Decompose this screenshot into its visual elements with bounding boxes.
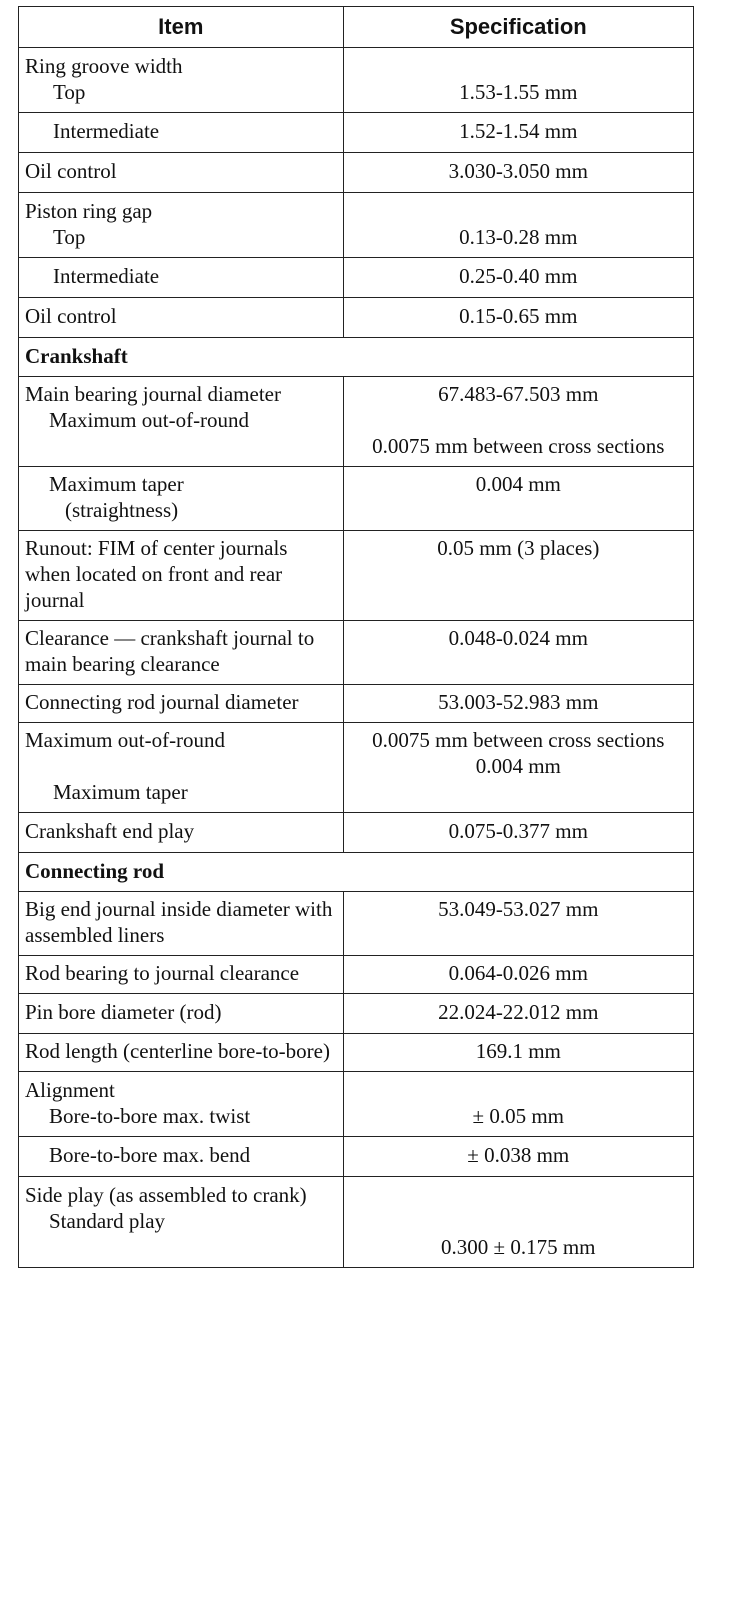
item-label: (straightness) <box>65 498 179 522</box>
item-cell <box>19 193 344 258</box>
section-row <box>19 853 694 892</box>
table-row <box>19 113 694 153</box>
item-cell: Oil control <box>19 153 344 193</box>
table-row <box>19 621 694 685</box>
section-label: Crankshaft <box>19 338 694 377</box>
item-label: Top <box>53 225 86 249</box>
item-cell <box>19 723 344 813</box>
spec-value: ± 0.05 mm <box>472 1104 564 1128</box>
spec-value: 67.483-67.503 mm <box>438 382 599 406</box>
item-cell: Clearance — crankshaft journal to main bearing clearance <box>19 621 344 685</box>
item-cell <box>19 1072 344 1137</box>
item-label: Bore-to-bore max. bend <box>49 1143 251 1167</box>
item-label: Standard play <box>49 1209 166 1233</box>
item-cell: Connecting rod journal diameter <box>19 685 344 723</box>
group-label: Alignment <box>25 1078 115 1102</box>
item-label: Intermediate <box>53 119 160 143</box>
item-cell: Oil control <box>19 298 344 338</box>
table-row <box>19 153 694 193</box>
item-cell <box>19 467 344 531</box>
section-row <box>19 338 694 377</box>
group-label: Ring groove width <box>25 54 183 78</box>
table-row <box>19 531 694 621</box>
spec-cell: 0.15-0.65 mm <box>343 298 693 338</box>
table-row <box>19 1072 694 1137</box>
item-cell: Runout: FIM of center journals when located on front and rear journal <box>19 531 344 621</box>
item-cell <box>19 377 344 467</box>
item-cell <box>19 258 344 298</box>
spec-value: 0.004 mm <box>475 754 561 778</box>
item-cell: Crankshaft end play <box>19 813 344 853</box>
spec-cell: 0.064-0.026 mm <box>343 956 693 994</box>
spec-value: 0.0075 mm between cross sections <box>372 728 665 752</box>
spec-cell: 0.004 mm <box>343 467 693 531</box>
table-row <box>19 892 694 956</box>
header-specification: Specification <box>343 7 693 48</box>
header-item: Item <box>19 7 344 48</box>
spec-cell: 22.024-22.012 mm <box>343 994 693 1034</box>
group-label: Side play (as assembled to crank) <box>25 1183 307 1207</box>
item-cell <box>19 48 344 113</box>
spec-cell: 0.25-0.40 mm <box>343 258 693 298</box>
spec-cell: 1.52-1.54 mm <box>343 113 693 153</box>
table-row <box>19 258 694 298</box>
spec-value: 0.13-0.28 mm <box>459 225 578 249</box>
table-row <box>19 1177 694 1268</box>
spec-cell: 3.030-3.050 mm <box>343 153 693 193</box>
spec-cell: 53.049-53.027 mm <box>343 892 693 956</box>
item-cell <box>19 113 344 153</box>
item-cell <box>19 1177 344 1268</box>
table-row <box>19 1137 694 1177</box>
spec-value: 0.0075 mm between cross sections <box>372 434 665 458</box>
table-row <box>19 48 694 113</box>
header-row <box>19 7 694 48</box>
table-row <box>19 994 694 1034</box>
item-label: Bore-to-bore max. twist <box>49 1104 251 1128</box>
table-row <box>19 813 694 853</box>
spec-cell <box>343 377 693 467</box>
item-label: Top <box>53 80 86 104</box>
item-label: Maximum out-of-round <box>25 728 226 752</box>
spec-cell: 53.003-52.983 mm <box>343 685 693 723</box>
table-row <box>19 298 694 338</box>
spec-cell <box>343 48 693 113</box>
spec-table-container <box>18 6 694 1268</box>
item-cell: Rod bearing to journal clearance <box>19 956 344 994</box>
table-row <box>19 467 694 531</box>
spec-cell: 0.048-0.024 mm <box>343 621 693 685</box>
item-cell <box>19 1137 344 1177</box>
group-label: Piston ring gap <box>25 199 153 223</box>
item-label: Maximum taper <box>49 472 184 496</box>
spec-cell: ± 0.038 mm <box>343 1137 693 1177</box>
spec-cell: 169.1 mm <box>343 1034 693 1072</box>
item-cell: Rod length (centerline bore-to-bore) <box>19 1034 344 1072</box>
item-label: Maximum out-of-round <box>49 408 250 432</box>
spec-value: 0.300 ± 0.175 mm <box>441 1235 596 1259</box>
item-label: Intermediate <box>53 264 160 288</box>
table-row <box>19 956 694 994</box>
spec-cell: 0.05 mm (3 places) <box>343 531 693 621</box>
spec-cell <box>343 1177 693 1268</box>
spec-value: 1.53-1.55 mm <box>459 80 578 104</box>
item-cell: Pin bore diameter (rod) <box>19 994 344 1034</box>
spec-cell: 0.075-0.377 mm <box>343 813 693 853</box>
table-row <box>19 377 694 467</box>
item-label: Main bearing journal diameter <box>25 382 281 406</box>
table-row <box>19 1034 694 1072</box>
table-row <box>19 193 694 258</box>
table-row <box>19 685 694 723</box>
table-row <box>19 723 694 813</box>
section-label: Connecting rod <box>19 853 694 892</box>
spec-cell <box>343 1072 693 1137</box>
spec-cell <box>343 193 693 258</box>
spec-cell <box>343 723 693 813</box>
specification-table <box>18 6 694 1268</box>
item-cell: Big end journal inside diameter with assembled liners <box>19 892 344 956</box>
item-label: Maximum taper <box>53 780 188 804</box>
